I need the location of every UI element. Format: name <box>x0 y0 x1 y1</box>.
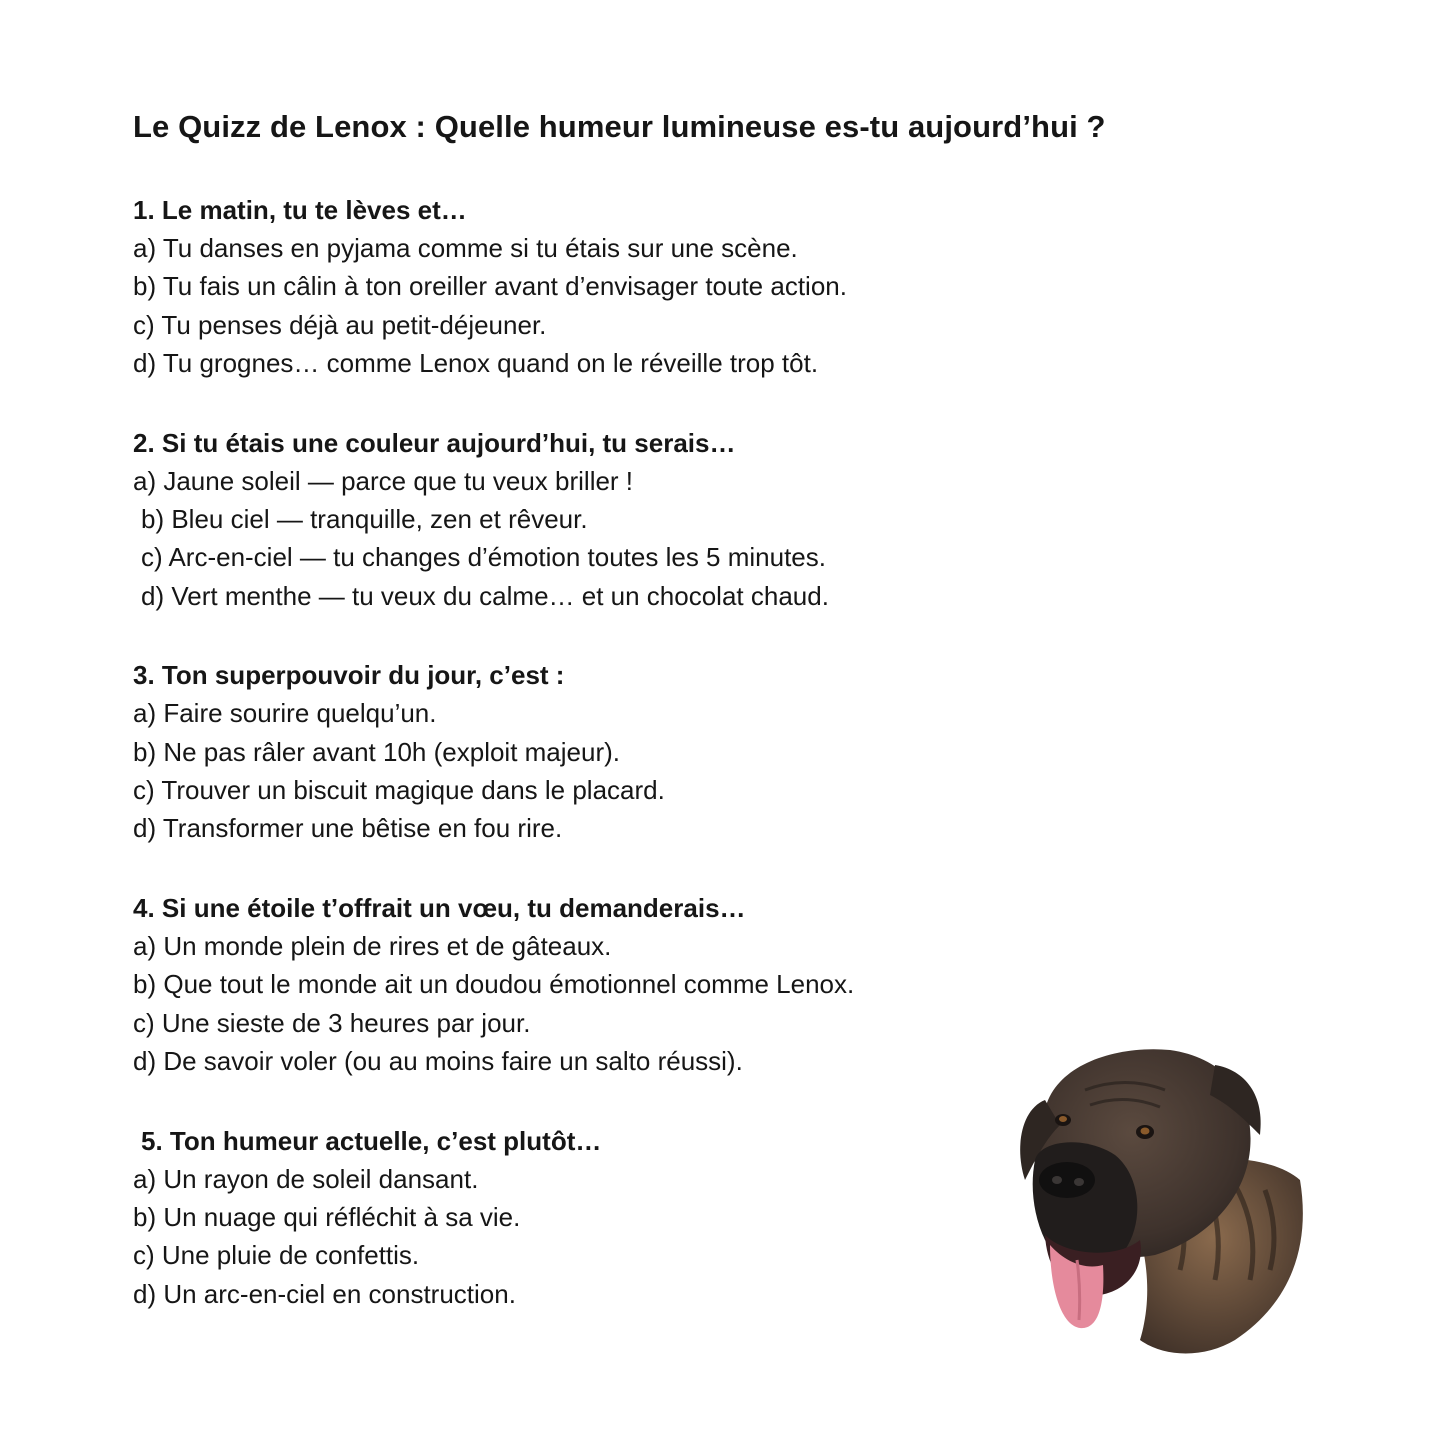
answer-c: c) Une sieste de 3 heures par jour. <box>133 1007 531 1038</box>
answer-a: a) Un monde plein de rires et de gâteaux. <box>133 930 612 961</box>
answer-a: a) Tu danses en pyjama comme si tu étais sur une scène. <box>133 233 798 263</box>
answer-c: c) Arc-en-ciel — tu changes d’émotion toutes les 5 minutes. <box>141 542 826 573</box>
answer-b: b) Que tout le monde ait un doudou émotionnel comme Lenox. <box>133 969 855 1000</box>
question-heading: 4. Si une étoile t’offrait un vœu, tu demanderais… <box>133 892 746 923</box>
answer-b: b) Tu fais un câlin à ton oreiller avant d’envisager toute action. <box>133 271 847 302</box>
question-heading: 3. Ton superpouvoir du jour, c’est : <box>133 660 565 691</box>
answer-d: d) De savoir voler (ou au moins faire un salto réussi). <box>133 1046 743 1077</box>
question-3 <box>133 656 1333 848</box>
answer-c: c) Tu penses déjà au petit-déjeuner. <box>133 309 547 340</box>
answer-a: a) Un rayon de soleil dansant. <box>133 1163 479 1194</box>
answer-c: c) Trouver un biscuit magique dans le placard. <box>133 775 665 806</box>
answer-d: d) Vert menthe — tu veux du calme… et un chocolat chaud. <box>141 580 829 611</box>
question-2 <box>133 424 1333 616</box>
answer-a: a) Faire sourire quelqu’un. <box>133 698 437 729</box>
answer-a: a) Jaune soleil — parce que tu veux briller ! <box>133 465 634 496</box>
answer-d: d) Un arc-en-ciel en construction. <box>133 1278 516 1309</box>
question-heading: 2. Si tu étais une couleur aujourd’hui, tu serais… <box>133 427 736 458</box>
question-heading: 1. Le matin, tu te lèves et… <box>133 195 467 225</box>
page-title: Le Quizz de Lenox : Quelle humeur lumineuse es-tu aujourd’hui ? <box>133 109 1106 144</box>
answer-b: b) Un nuage qui réfléchit à sa vie. <box>133 1201 521 1232</box>
question-heading: 5. Ton humeur actuelle, c’est plutôt… <box>141 1125 602 1156</box>
answer-c: c) Une pluie de confettis. <box>133 1240 420 1271</box>
answer-b: b) Bleu ciel — tranquille, zen et rêveur. <box>141 504 588 535</box>
question-1 <box>133 191 1333 383</box>
answer-b: b) Ne pas râler avant 10h (exploit majeur). <box>133 736 621 767</box>
dog-portrait-icon <box>1005 1040 1310 1360</box>
answer-d: d) Transformer une bêtise en fou rire. <box>133 813 563 844</box>
answer-d: d) Tu grognes… comme Lenox quand on le réveille trop tôt. <box>133 348 819 379</box>
